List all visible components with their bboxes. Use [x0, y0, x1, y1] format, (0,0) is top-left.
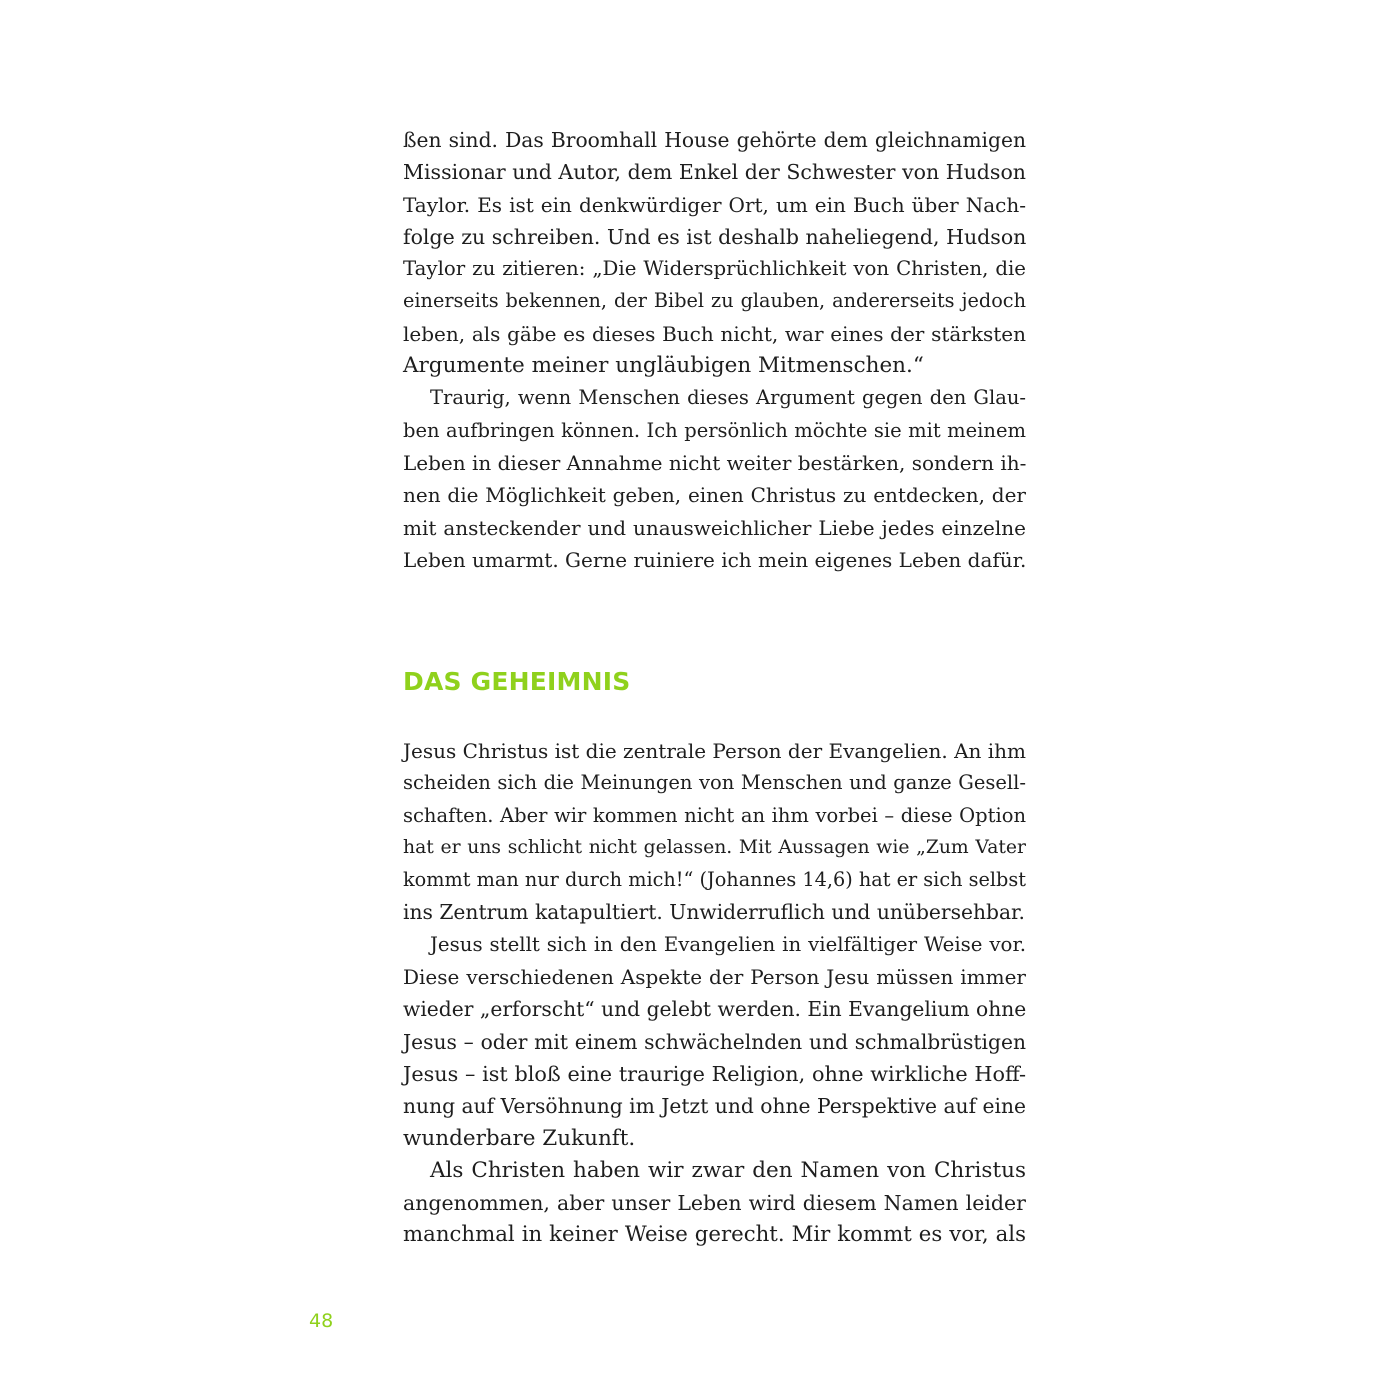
text-line: scheiden sich die Meinungen von Menschen und ganze Gesell-: [403, 771, 1026, 795]
text-line: hat er uns schlicht nicht gelassen. Mit Aussagen wie „Zum Vater: [403, 836, 1026, 858]
section-heading: DAS GEHEIMNIS: [403, 667, 631, 696]
text-line: ßen sind. Das Broomhall House gehörte dem gleichnamigen: [403, 128, 1026, 152]
page-number: 48: [309, 1310, 334, 1332]
text-line: Missionar und Autor, dem Enkel der Schwester von Hudson: [403, 160, 1026, 185]
text-line: ins Zentrum katapultiert. Unwiderruflich und unübersehbar.: [403, 900, 1025, 925]
text-line: folge zu schreiben. Und es ist deshalb naheliegend, Hudson: [403, 224, 1027, 249]
text-line: Jesus Christus ist die zentrale Person der Evangelien. An ihm: [403, 739, 1026, 763]
text-line: wieder „erforscht“ und gelebt werden. Ein Evangelium ohne: [403, 997, 1027, 1022]
text-line: Taylor zu zitieren: „Die Widersprüchlichkeit von Christen, die: [403, 257, 1026, 281]
text-line: nung auf Versöhnung im Jetzt und ohne Perspektive auf eine: [403, 1094, 1026, 1119]
text-line: kommt man nur durch mich!“ (Johannes 14,6) hat er sich selbst: [403, 868, 1026, 892]
text-block-bottom: [403, 735, 1026, 1252]
text-line: nen die Möglichkeit geben, einen Christus zu entdecken, der: [403, 483, 1026, 508]
text-line: Traurig, wenn Menschen dieses Argument gegen den Glau-: [430, 386, 1026, 410]
text-line: angenommen, aber unser Leben wird diesem Namen leider: [403, 1191, 1026, 1216]
text-line: einerseits bekennen, der Bibel zu glauben, andererseits jedoch: [403, 289, 1026, 313]
text-block-top: [403, 124, 1026, 576]
text-line: leben, als gäbe es dieses Buch nicht, war eines der stärksten: [403, 321, 1026, 346]
text-line: Jesus – oder mit einem schwächelnden und schmalbrüstigen: [403, 1029, 1026, 1054]
text-line: Jesus stellt sich in den Evangelien in vielfältiger Weise vor.: [430, 932, 1026, 956]
text-line: Argumente meiner ungläubigen Mitmenschen.“: [403, 353, 924, 379]
text-line: Taylor. Es ist ein denkwürdiger Ort, um ein Buch über Nach-: [403, 192, 1026, 217]
text-line: Diese verschiedenen Aspekte der Person Jesu müssen immer: [403, 965, 1026, 990]
text-line: Leben in dieser Annahme nicht weiter bestärken, sondern ih-: [403, 450, 1027, 475]
text-line: ben aufbringen können. Ich persönlich möchte sie mit meinem: [403, 418, 1026, 442]
text-line: Als Christen haben wir zwar den Namen von Christus: [430, 1157, 1026, 1183]
text-line: wunderbare Zukunft.: [403, 1125, 636, 1151]
text-line: Leben umarmt. Gerne ruiniere ich mein eigenes Leben dafür.: [403, 547, 1027, 572]
text-line: manchmal in keiner Weise gerecht. Mir kommt es vor, als: [403, 1222, 1026, 1248]
text-line: mit ansteckender und unausweichlicher Liebe jedes einzelne: [403, 515, 1026, 540]
text-line: Jesus – ist bloß eine traurige Religion, ohne wirkliche Hoff-: [403, 1061, 1026, 1086]
text-line: schaften. Aber wir kommen nicht an ihm vorbei – diese Option: [403, 803, 1026, 827]
